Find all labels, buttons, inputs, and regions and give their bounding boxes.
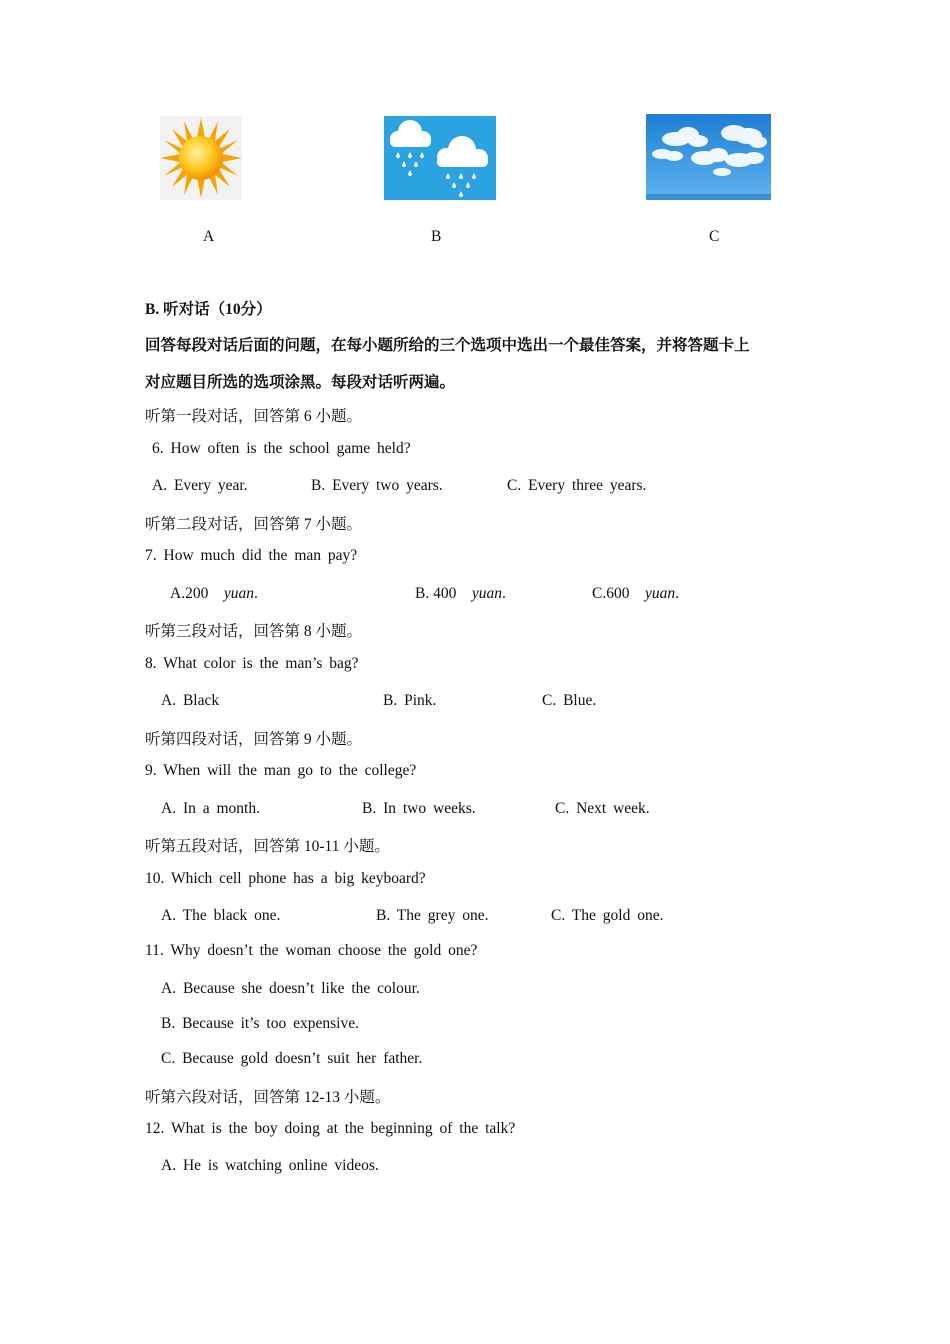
q11-option-a: A. Because she doesn’t like the colour. [161,980,420,997]
question-6: 6. How often is the school game held? [152,440,411,457]
q7-option-b: B. 400 yuan. [415,585,506,602]
section-instruction-line1: 回答每段对话后面的问题，在每小题所给的三个选项中选出一个最佳答案，并将答题卡上 [145,337,750,354]
rain-clouds-icon [384,116,496,200]
question-10: 10. Which cell phone has a big keyboard? [145,870,426,887]
q8-option-a: A. Black [161,692,220,709]
question-11: 11. Why doesn’t the woman choose the gold one? [145,942,478,959]
image-label-b: B [431,228,442,245]
image-label-c: C [709,228,720,245]
q12-option-a: A. He is watching online videos. [161,1157,379,1174]
question-9: 9. When will the man go to the college? [145,762,417,779]
dialogue-prompt: 听第五段对话，回答第 10-11 小题。 [145,838,390,855]
q7-option-a-unit: yuan [223,585,254,602]
q10-option-a: A. The black one. [161,907,281,924]
q7-option-c-unit: yuan [644,585,676,602]
q8-option-c: C. Blue. [542,692,597,709]
q11-option-c: C. Because gold doesn’t suit her father. [161,1050,423,1067]
question-8: 8. What color is the man’s bag? [145,655,359,672]
cloudy-picture [646,114,771,200]
dialogue-prompt: 听第四段对话，回答第 9 小题。 [145,731,363,748]
image-label-a: A [203,228,215,245]
q7-option-b-amount: B. 400 [415,585,457,602]
dialogue-prompt: 听第二段对话，回答第 7 小题。 [145,516,363,533]
section-instruction-line2: 对应题目所选的选项涂黑。每段对话听两遍。 [145,374,456,391]
sun-icon [160,116,242,200]
q10-option-b: B. The grey one. [376,907,489,924]
q9-option-a: A. In a month. [161,800,260,817]
section-title: B. 听对话（10分） [145,301,272,318]
q7-option-c: C.600 yuan. [592,585,679,602]
q8-option-b: B. Pink. [383,692,437,709]
sun-picture [160,116,242,200]
q6-option-a: A. Every year. [152,477,248,494]
q11-option-b: B. Because it’s too expensive. [161,1015,359,1032]
dialogue-prompt: 听第三段对话，回答第 8 小题。 [145,623,363,640]
q6-option-c: C. Every three years. [507,477,647,494]
rain-picture [384,116,496,200]
q6-option-b: B. Every two years. [311,477,443,494]
dialogue-prompt: 听第六段对话，回答第 12-13 小题。 [145,1089,391,1106]
q7-option-c-amount: C.600 [592,585,630,602]
q10-option-c: C. The gold one. [551,907,664,924]
q9-option-b: B. In two weeks. [362,800,476,817]
cloudy-sky-icon [646,114,771,200]
question-7: 7. How much did the man pay? [145,547,358,564]
q7-option-a: A.200 yuan. [170,585,258,602]
q7-option-b-unit: yuan [471,585,502,602]
q7-option-a-amount: A.200 [170,585,209,602]
dialogue-prompt: 听第一段对话，回答第 6 小题。 [145,408,363,425]
q9-option-c: C. Next week. [555,800,650,817]
question-12: 12. What is the boy doing at the beginning of the talk? [145,1120,516,1137]
